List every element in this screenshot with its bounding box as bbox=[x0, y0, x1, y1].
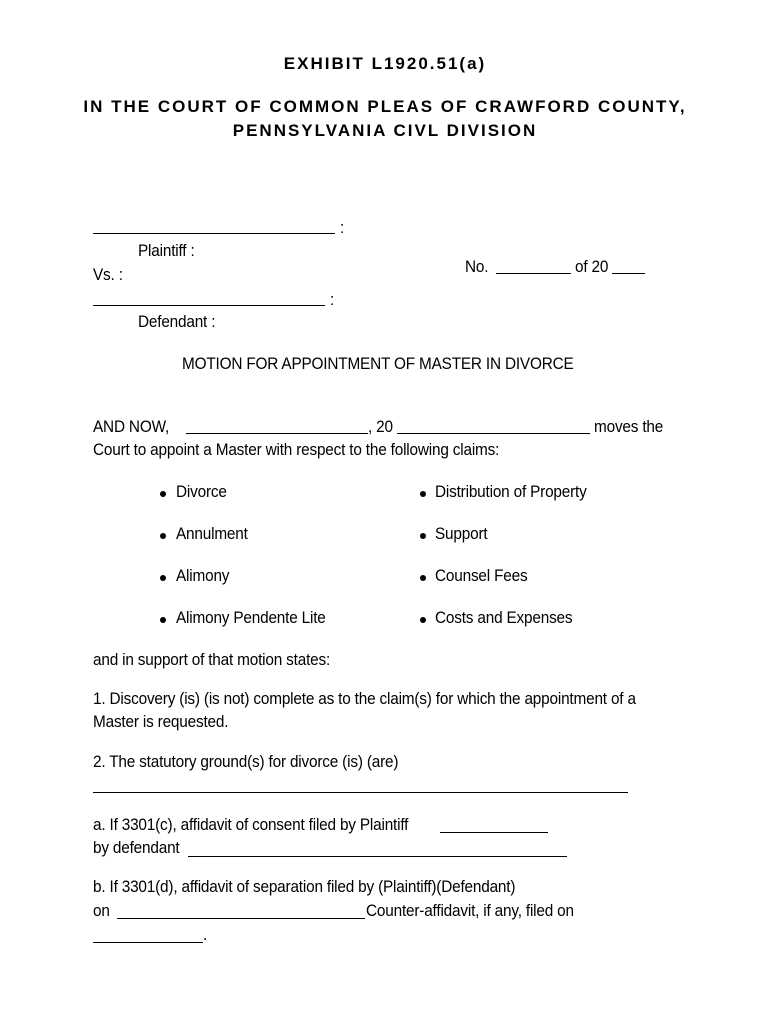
bullet-icon bbox=[160, 575, 166, 581]
bullet-icon bbox=[420, 575, 426, 581]
plaintiff-colon: : bbox=[340, 219, 345, 237]
case-number-blank[interactable] bbox=[496, 273, 571, 274]
motion-title: MOTION FOR APPOINTMENT OF MASTER IN DIVORCE bbox=[182, 355, 574, 373]
case-year-label: of 20 bbox=[575, 258, 609, 276]
court-title-line2: PENNSYLVANIA CIVL DIVISION bbox=[232, 121, 538, 140]
claim-counsel-fees: Counsel Fees bbox=[435, 567, 528, 585]
bullet-icon bbox=[420, 491, 426, 497]
moves-the-text: moves the bbox=[594, 418, 664, 436]
claim-support: Support bbox=[435, 525, 488, 543]
counter-affidavit-date-blank[interactable] bbox=[93, 942, 203, 943]
court-appoint-text: Court to appoint a Master with respect to the following claims: bbox=[93, 441, 500, 459]
item-a-line2: by defendant bbox=[93, 839, 180, 857]
statutory-grounds-blank[interactable] bbox=[93, 792, 628, 793]
claim-alimony: Alimony bbox=[176, 567, 230, 585]
bullet-icon bbox=[420, 533, 426, 539]
item-b-line1: b. If 3301(d), affidavit of separation filed by (Plaintiff)(Defendant) bbox=[93, 878, 516, 896]
item-a-line1: a. If 3301(c), affidavit of consent filed by Plaintiff bbox=[93, 816, 409, 834]
counter-affidavit-text: Counter-affidavit, if any, filed on bbox=[366, 902, 574, 920]
consent-plaintiff-blank[interactable] bbox=[440, 832, 548, 833]
bullet-icon bbox=[420, 617, 426, 623]
item2-text: 2. The statutory ground(s) for divorce (is) (are) bbox=[93, 753, 399, 771]
claim-costs-and-expenses: Costs and Expenses bbox=[435, 609, 573, 627]
court-title-line1: IN THE COURT OF COMMON PLEAS OF CRAWFORD COUNTY, bbox=[83, 97, 687, 116]
plaintiff-name-blank[interactable] bbox=[93, 233, 335, 234]
comma-20-text: , 20 bbox=[368, 418, 393, 436]
defendant-label: Defendant : bbox=[138, 313, 216, 331]
bullet-icon bbox=[160, 533, 166, 539]
item-b-on-text: on bbox=[93, 902, 110, 920]
case-number-label: No. bbox=[465, 258, 489, 276]
defendant-colon: : bbox=[330, 291, 335, 309]
claim-annulment: Annulment bbox=[176, 525, 248, 543]
consent-defendant-blank[interactable] bbox=[188, 856, 567, 857]
separation-date-blank[interactable] bbox=[117, 918, 365, 919]
case-year-blank[interactable] bbox=[612, 273, 645, 274]
item1-line1: 1. Discovery (is) (is not) complete as to the claim(s) for which the appointment of a bbox=[93, 690, 636, 708]
claim-alimony-pendente-lite: Alimony Pendente Lite bbox=[176, 609, 326, 627]
date-day-blank[interactable] bbox=[186, 433, 368, 434]
bullet-icon bbox=[160, 491, 166, 497]
claim-distribution-of-property: Distribution of Property bbox=[435, 483, 587, 501]
in-support-text: and in support of that motion states: bbox=[93, 651, 331, 669]
claim-divorce: Divorce bbox=[176, 483, 227, 501]
bullet-icon bbox=[160, 617, 166, 623]
defendant-name-blank[interactable] bbox=[93, 305, 325, 306]
and-now-text: AND NOW, bbox=[93, 418, 170, 436]
item-b-period: . bbox=[203, 926, 208, 944]
item1-line2: Master is requested. bbox=[93, 713, 229, 731]
date-year-blank[interactable] bbox=[397, 433, 590, 434]
vs-label: Vs. : bbox=[93, 266, 123, 284]
exhibit-title: EXHIBIT L1920.51(a) bbox=[283, 54, 487, 73]
plaintiff-label: Plaintiff : bbox=[138, 242, 195, 260]
